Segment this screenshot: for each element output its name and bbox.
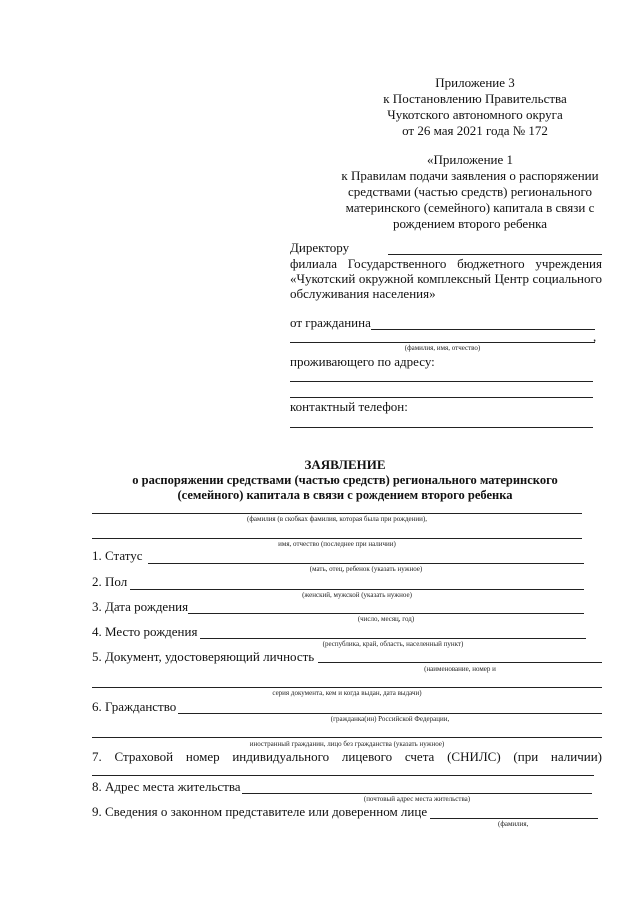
sex-label: 2. Пол: [92, 574, 128, 589]
sex-hint: (женский, мужской (указать нужное): [302, 591, 412, 599]
id-doc-label: 5. Документ, удостоверяющий личность: [92, 649, 315, 664]
snils-label: 7. Страховой номер индивидуального лицевого счета (СНИЛС) (при наличии): [92, 749, 602, 764]
addressee-director: Директору: [290, 240, 350, 255]
birth-date-line[interactable]: [188, 613, 584, 614]
document-title: ЗАЯВЛЕНИЕ: [304, 457, 386, 472]
addressee-line2: «Чукотский окружной комплексный Центр социального: [290, 271, 602, 286]
birth-place-line[interactable]: [200, 638, 586, 639]
annex1-line2: к Правилам подачи заявления о распоряжении: [341, 168, 599, 183]
id-doc-line[interactable]: [318, 662, 602, 663]
annex3-block: [330, 75, 620, 139]
annex3-line1: Приложение 3: [435, 75, 515, 90]
addressee-line3: обслуживания населения»: [290, 286, 436, 301]
annex1-block: [320, 152, 620, 232]
annex1-line1: «Приложение 1: [426, 152, 514, 167]
snils-line[interactable]: [92, 775, 594, 776]
address-line[interactable]: [242, 793, 592, 794]
document-subtitle-2: (семейного) капитала в связи с рождением второго ребенка: [177, 488, 513, 502]
representative-label: 9. Сведения о законном представителе или доверенном лице: [92, 804, 428, 819]
name-hint: имя, отчество (последнее при наличии): [278, 540, 396, 548]
from-citizen-line[interactable]: [371, 329, 595, 330]
address-label: 8. Адрес места жительства: [92, 779, 241, 794]
id-doc-hint-1: (наименование, номер и: [424, 665, 496, 673]
residing-line1[interactable]: [290, 381, 593, 382]
phone-label: контактный телефон:: [290, 399, 408, 414]
addressee-line1: филиала Государственного бюджетного учреждения: [290, 256, 602, 271]
residing-label: проживающего по адресу:: [290, 354, 435, 369]
from-citizen-comma: ,: [593, 329, 597, 344]
from-citizen-line2[interactable]: [290, 342, 595, 343]
status-label: 1. Статус: [92, 548, 143, 563]
from-citizen-label: от гражданина: [290, 315, 371, 330]
address-hint: (почтовый адрес места жительства): [363, 795, 471, 803]
annex3-line4: от 26 мая 2021 года № 172: [402, 123, 548, 138]
surname-hint: (фамилия (в скобках фамилия, которая была при рождении),: [247, 515, 427, 523]
birth-date-hint: (число, месяц, год): [357, 615, 415, 623]
residing-line2[interactable]: [290, 397, 593, 398]
birth-place-label: 4. Место рождения: [92, 624, 198, 639]
annex1-line5: рождением второго ребенка: [392, 216, 548, 231]
citizenship-line[interactable]: [178, 713, 602, 714]
surname-line[interactable]: [92, 513, 582, 514]
annex3-line2: к Постановлению Правительства: [383, 91, 567, 106]
annex1-line3: средствами (частью средств) регионального: [347, 184, 593, 199]
citizenship-hint-2: иностранный гражданин, лицо без гражданства (указать нужное): [249, 740, 445, 748]
status-hint: (мать, отец, ребенок (указать нужное): [309, 565, 423, 573]
representative-line[interactable]: [430, 818, 598, 819]
status-line[interactable]: [148, 563, 584, 564]
document-subtitle-1: о распоряжении средствами (частью средств) регионального материнского: [132, 473, 558, 487]
fio-hint: (фамилия, имя, отчество): [404, 344, 481, 352]
citizenship-label: 6. Гражданство: [92, 699, 177, 714]
sex-line[interactable]: [130, 589, 584, 590]
representative-hint: (фамилия,: [498, 820, 529, 828]
name-line[interactable]: [92, 538, 582, 539]
annex3-line3: Чукотского автономного округа: [387, 107, 563, 122]
annex1-line4: материнского (семейного) капитала в связи с: [345, 200, 595, 215]
id-doc-line-2[interactable]: [92, 687, 602, 688]
citizenship-hint-1: (гражданка(ин) Российской Федерации,: [330, 715, 450, 723]
phone-line[interactable]: [290, 427, 593, 428]
citizenship-line-2[interactable]: [92, 737, 602, 738]
birth-place-hint: (республика, край, область, населенный пункт): [322, 640, 464, 648]
birth-date-label: 3. Дата рождения: [92, 599, 189, 614]
director-line[interactable]: [388, 254, 602, 255]
id-doc-hint-2: серия документа, кем и когда выдан, дата выдачи): [272, 689, 422, 697]
